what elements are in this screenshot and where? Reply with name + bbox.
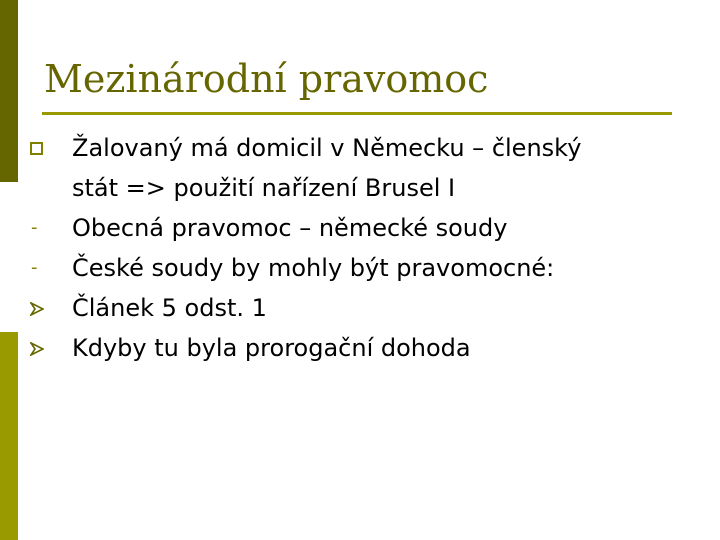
bullet-item	[30, 208, 700, 248]
left-accent-bar-bottom	[0, 332, 18, 540]
title-underline	[42, 112, 672, 115]
bullet-text-line: Kdyby tu byla prorogační dohoda	[72, 334, 471, 362]
bullet-item	[30, 128, 700, 208]
bullet-item	[30, 248, 700, 288]
arrow-bullet-icon	[30, 328, 54, 368]
bullet-text-line: Žalovaný má domicil v Německu – členský	[72, 134, 582, 162]
bullet-text-line: stát => použití nařízení Brusel I	[72, 174, 456, 202]
arrow-bullet-icon	[30, 288, 54, 328]
bullet-item	[30, 328, 700, 368]
left-accent-bar-middle	[0, 182, 18, 332]
left-accent-bar-top	[0, 0, 18, 182]
square-bullet-icon	[30, 128, 54, 168]
dash-bullet-marker: -	[31, 217, 38, 238]
bullet-item	[30, 288, 700, 328]
dash-bullet-marker: -	[31, 257, 38, 278]
slide-title: Mezinárodní pravomoc	[44, 57, 489, 101]
bullet-text-line: Článek 5 odst. 1	[72, 294, 267, 322]
bullet-text-line: Obecná pravomoc – německé soudy	[72, 214, 508, 242]
bullet-text-line: České soudy by mohly být pravomocné:	[72, 254, 555, 282]
bullet-list	[30, 128, 700, 368]
